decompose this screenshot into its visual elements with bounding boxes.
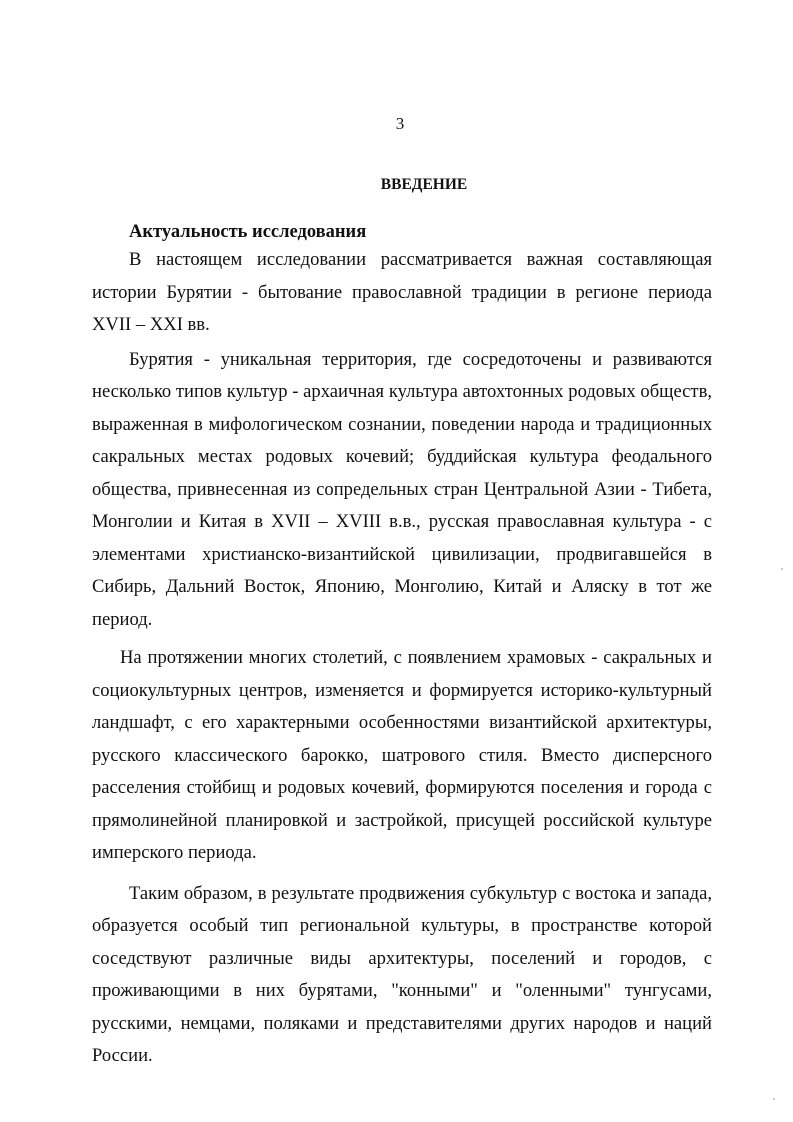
paragraph: Бурятия - уникальная территория, где сосредоточены и развиваются несколько типов культур - архаичная культура автохтонных родовых обществ, выраженная в мифологическом сознании, поведении народа и традиционных сакральных местах родовых кочевий; буддийская культура феодального общества, привнесенная из сопредельных стран Центральной Азии - Тибета, Монголии и Китая в XVII – XVIII в.в., русская православная культура - с элементами христианско-византийской цивилизации, продвигавшейся в Сибирь, Дальний Восток, Японию, Монголию, Китай и Аляску в тот же период. (92, 348, 712, 630)
subsection-heading: Актуальность исследования (129, 222, 367, 242)
page-number: 3 (395, 114, 405, 133)
section-heading: ВВЕДЕНИЕ (380, 176, 468, 193)
paragraph: В настоящем исследовании рассматривается важная составляющая истории Бурятии - бытование православной традиции в регионе периода XVII – XXI вв. (92, 249, 712, 335)
scan-speck (773, 1098, 775, 1100)
paragraph: Таким образом, в результате продвижения субкультур с востока и запада, образуется особый тип региональной культуры, в пространстве которой соседствуют различные виды архитектуры, поселений и городов, с проживающими в них бурятами, "конными" и "оленными" тунгусами, русскими, немцами, поляками и представителями других народов и наций России. (92, 882, 712, 1066)
paragraph: На протяжении многих столетий, с появлением храмовых - сакральных и социокультурных центров, изменяется и формируется историко-культурный ландшафт, с его характерными особенностями византийской архитектуры, русского классического барокко, шатрового стиля. Вместо дисперсного расселения стойбищ и родовых кочевий, формируются поселения и города с прямолинейной планировкой и застройкой, присущей российской культуре имперского периода. (92, 647, 712, 863)
scan-speck (781, 568, 783, 570)
body-text (92, 244, 712, 1073)
